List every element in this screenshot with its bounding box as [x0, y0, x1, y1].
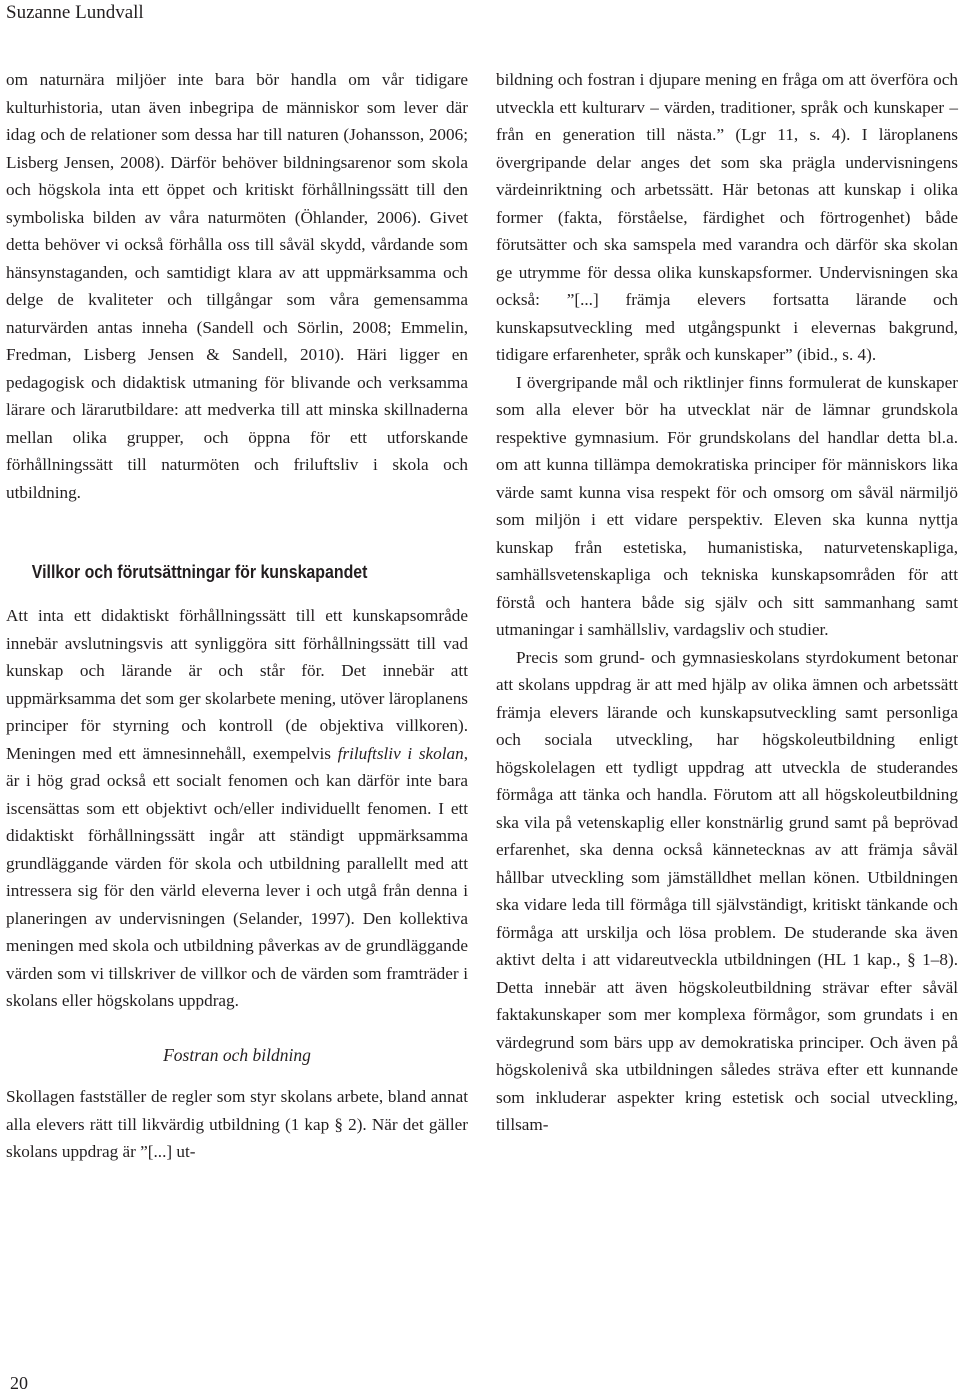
running-header-author: Suzanne Lundvall: [6, 2, 144, 23]
paragraph-hogskola: Precis som grund- och gymnasieskolans styrdokument betonar att skolans uppdrag är att med hjälp av olika ämnen och arbetssätt främja elevers lärande och kunskapsutveckling samt personliga och sociala utveckling, har högskoleutbildning enligt högskolelagen ett tydligt uppdrag att utveckla de studerandes förmåga att tänka och handla. Förutom att all högskoleutbildning ska vila på vetenskaplig eller konstnärlig grund samt på beprövad erfarenhet, ska denna också kännetecknas av att främja såväl hållbar utveckling som jämställdhet mellan könen. Utbildningen ska vidare leda till förmåga till självständigt, kritiskt tänkande och förmåga att urskilja och lösa problem. De studerande ska även aktivt delta i att vidareutveckla utbildningen (HL 1 kap., § 1–8). Detta innebär att även högskoleutbildning strävar efter såväl faktakunskaper som mer komplexa förmågor, som grundats i en värdegrund som bärs upp av demokratiska principer. Och även på högskolenivå ska utbildningen således sträva efter ett kunnande som inkluderar aspekter kring estetisk och social utveckling, tillsam-: [496, 647, 958, 1134]
paragraph-naturmoten: om naturnära miljöer inte bara bör handla om vår tidigare kulturhistoria, utan även inbegripa de människor som lever där idag och de relationer som dessa har till naturen (Johansson, 2006; Lisberg Jensen, 2008). Därför behöver bildningsarenor som skola och högskola inta ett öppet och kritiskt förhållningssätt till den symboliska bilden av våra naturmöten (Öhlander, 2006). Givet detta behöver vi också förhålla oss till såväl skydd, vårdande som hänsynstaganden, och samtidigt klara av att uppmärksamma och delge de kvaliteter och tillgångar som våra gemensamma naturvärden antas inneha (Sandell och Sörlin, 2008; Emmelin, Fredman, Lisberg Jensen & Sandell, 2010). Häri ligger en pedagogisk och didaktisk utmaning för blivande och verksamma lärare och lärarutbildare: att medverka till att minska skillnaderna mellan olika grupper, och öppna för ett utforskande förhållningssätt till naturmöten och friluftsliv i skola och utbildning.: [6, 70, 468, 502]
paragraph-skollagen: Skollagen fastställer de regler som styr skolans arbete, bland annat alla elevers rätt till likvärdig utbildning (1 kap § 2). När det gäller skolans uppdrag är ”[...] ut-: [6, 1087, 468, 1161]
paragraph-bildning: bildning och fostran i djupare mening en fråga om att överföra och utveckla ett kulturarv – värden, traditioner, språk och kunskaper – från en generation till nästa.” (Lgr 11, s. 4). I läroplanens övergripande delar anges det som ska prägla undervisningens värdeinriktning och arbetssätt. Här betonas att kunskap i olika former (fakta, förståelse, färdighet och förtrogenhet) både förutsätter och ska samspela med varandra och därför ska skolan ge utrymme för dessa olika kunskapsformer. Undervisningen ska också: ”[...] främja elevers fortsatta lärande och kunskapsutveckling med utgångspunkt i elevernas bakgrund, tidigare erfarenheter, språk och kunskaper” (ibid., s. 4).: [496, 70, 958, 364]
paragraph-text: Att inta ett didaktiskt förhållningssätt till ett kunskapsområde innebär avslutningsvis att synliggöra sitt förhållningssätt till vad kunskap och lärande är och står för. Det innebär att uppmärksamma det som ger skolarbete mening, utöver läroplanens principer för styrning och kontroll (de objektiva villkoren). Meningen med ett ämnesinnehåll, exempelvis: [6, 606, 468, 763]
section-heading: Villkor och förutsättningar för kunskapandet: [31, 561, 368, 582]
paragraph-mal-riktlinjer: I övergripande mål och riktlinjer finns formulerat de kunskaper som alla elever bör ha utvecklat när de lämnar grundskola respektive gymnasium. För grundskolans del handlar detta bl.a. om att kunna tillämpa demokratiska principer för människors lika värde samt kunna visa respekt för och omsorg om såväl närmiljö som miljön i ett vidare perspektiv. Eleven ska kunna nyttja kunskap från estetiska, humanistiska, naturvetenskapliga, samhällsvetenskapliga och tekniska kunskapsområden för att förstå och hantera både sig själv och sitt sammanhang samt utmaningar i samhällsliv, vardagsliv och studier.: [496, 372, 958, 639]
left-column: [6, 66, 468, 1166]
right-column: [496, 66, 958, 1139]
page-number: 20: [10, 1373, 28, 1393]
sub-heading: Fostran och bildning: [163, 1044, 311, 1065]
paragraph-text: , är i hög grad också ett socialt fenomen och kan därför inte bara iscensättas som ett objektivt och/eller individuellt fenomen. I ett didaktiskt förhållningssätt ingår att ständigt uppmärksamma grundläggande värden för skola och utbildning parallellt med att intressera sig för den värld eleverna lever i och utgå från denna i planeringen av undervisningen (Selander, 1997). Den kollektiva meningen med skola och utbildning påverkas av de grundläggande värden som vi tillskriver de villkor och de värden som framträder i skolans eller högskolans uppdrag.: [6, 743, 468, 1010]
emphasis-friluftsliv: friluftsliv i skolan: [337, 743, 464, 763]
paragraph-didaktiskt: [6, 602, 468, 1015]
